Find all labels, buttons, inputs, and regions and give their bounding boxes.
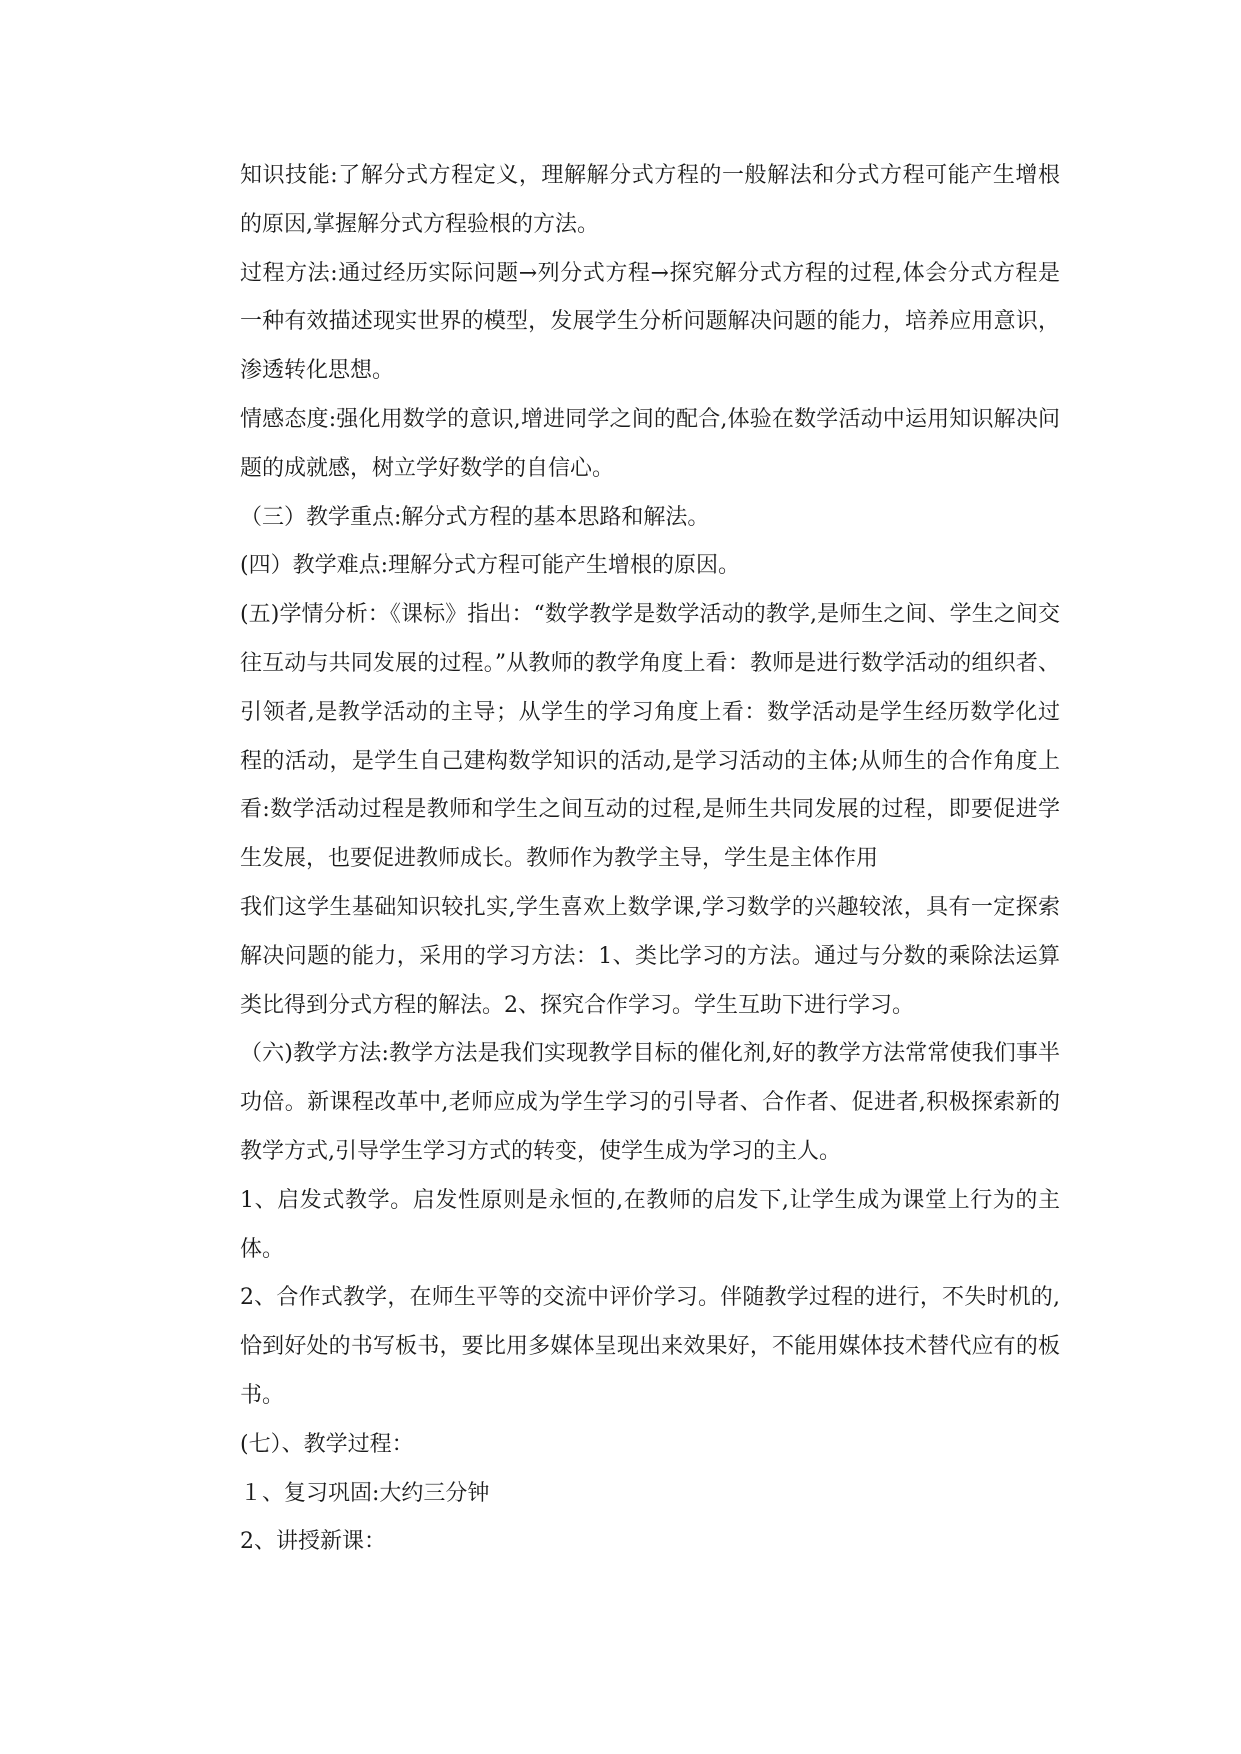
paragraph-emotional-attitude: 情感态度:强化用数学的意识,增进同学之间的配合,体验在数学活动中运用知识解决问题的成就感，树立学好数学的自信心。 bbox=[240, 406, 1060, 481]
paragraph-teaching-key-points: （三）教学重点:解分式方程的基本思路和解法。 bbox=[240, 504, 710, 530]
paragraph-teaching-difficulties: (四）教学难点:理解分式方程可能产生增根的原因。 bbox=[240, 553, 740, 579]
document-body bbox=[240, 152, 1060, 1567]
paragraph-heuristic-teaching: 1、启发式教学。启发性原则是永恒的,在教师的启发下,让学生成为课堂上行为的主体。 bbox=[240, 1187, 1060, 1262]
paragraph-process-methods: 过程方法:通过经历实际问题→列分式方程→探究解分式方程的过程,体会分式方程是一种有效描述现实世界的模型，发展学生分析问题解决问题的能力，培养应用意识，渗透转化思想。 bbox=[240, 260, 1060, 384]
paragraph-review-step: １、复习巩固:大约三分钟 bbox=[240, 1480, 490, 1506]
paragraph-teaching-process-heading: (七）、教学过程： bbox=[240, 1431, 414, 1457]
paragraph-teaching-methods: （六)教学方法:教学方法是我们实现教学目标的催化剂,好的教学方法常常使我们事半功倍。新课程改革中,老师应成为学生学习的引导者、合作者、促进者,积极探索新的教学方式,引导学生学习方式的转变，使学生成为学习的主人。 bbox=[240, 1041, 1060, 1164]
paragraph-learning-analysis: (五)学情分析：《课标》指出：“数学教学是数学活动的教学,是师生之间、学生之间交往互动与共同发展的过程。”从教师的教学角度上看：教师是进行数学活动的组织者、引领者,是教学活动的主导；从学生的学习角度上看：数学活动是学生经历数学化过程的活动，是学生自己建构数学知识的活动,是学习活动的主体;从师生的合作角度上看:数学活动过程是教师和学生之间互动的过程,是师生共同发展的过程，即要促进学生发展，也要促进教师成长。教师作为教学主导，学生是主体作用 bbox=[240, 602, 1060, 872]
paragraph-new-lesson-step: 2、讲授新课： bbox=[240, 1529, 386, 1555]
paragraph-cooperative-teaching: 2、合作式教学，在师生平等的交流中评价学习。伴随教学过程的进行，不失时机的,恰到好处的书写板书，要比用多媒体呈现出来效果好，不能用媒体技术替代应有的板书。 bbox=[240, 1285, 1060, 1408]
paragraph-knowledge-skills: 知识技能:了解分式方程定义，理解解分式方程的一般解法和分式方程可能产生增根的原因,掌握解分式方程验根的方法。 bbox=[240, 163, 1060, 237]
paragraph-student-background: 我们这学生基础知识较扎实,学生喜欢上数学课,学习数学的兴趣较浓，具有一定探索解决问题的能力，采用的学习方法：1、类比学习的方法。通过与分数的乘除法运算类比得到分式方程的解法。2、探究合作学习。学生互助下进行学习。 bbox=[240, 894, 1060, 1018]
